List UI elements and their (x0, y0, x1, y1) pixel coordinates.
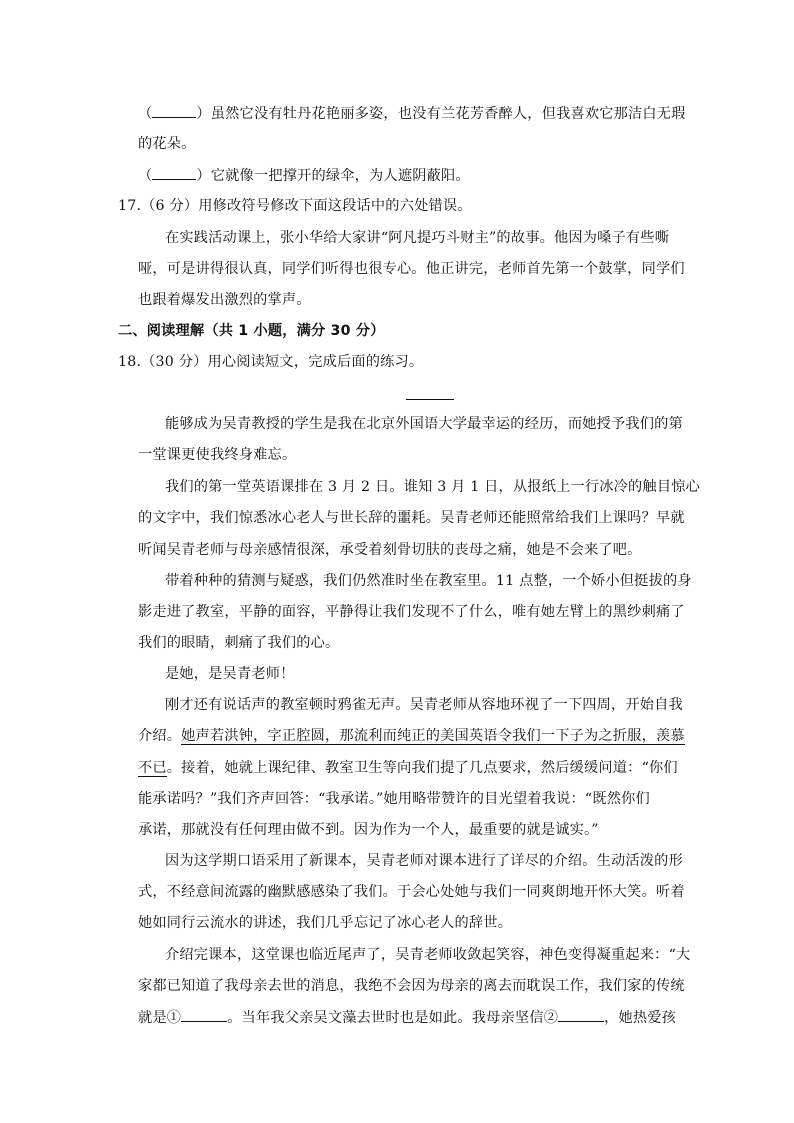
passage-line: 刚才还有说话声的教室顿时鸦雀无声。吴青老师从容地环视了一下四周，开始自我 (165, 697, 683, 713)
passage-line: 家都已知道了我母亲去世的消息，我绝不会因为母亲的离去而耽误工作，我们家的传统 (138, 978, 685, 994)
q16-line-1-cont: 的花朵。 (138, 136, 196, 152)
passage-line: 的文字中，我们惊悉冰心老人与世长辞的噩耗。吴青老师还能照常给我们上课吗？早就 (138, 510, 685, 526)
answer-blank[interactable] (152, 103, 196, 118)
passage-line: 承诺，那就没有任何理由做不到。因为作为一个人，最重要的就是诚实。” (138, 822, 599, 838)
underlined-sentence: 她声若洪钟，字正腔圆，那流利而纯正的美国英语令我们一下子为之折服，羡慕 (181, 728, 685, 744)
blank-marker-2: ② (543, 1010, 559, 1026)
q17-paragraph-line: 哑，可是讲得很认真，同学们听得也很专心。他正讲完，老师首先第一个鼓掌，同学们 (138, 261, 685, 277)
passage-line-with-blanks: 就是① 。当年我父亲吴文藻去世时也是如此。我母亲坚信② ，她热爱孩 (138, 1007, 676, 1028)
passage-line: 能够成为吴青教授的学生是我在北京外国语大学最幸运的经历，而她授予我们的第 (165, 416, 683, 432)
passage-line-underlined: 介绍。她声若洪钟，字正腔圆，那流利而纯正的美国英语令我们一下子为之折服，羡慕 (138, 728, 685, 744)
q16-line-1: （ ）虽然它没有牡丹花艳丽多姿，也没有兰花芳香醉人，但我喜欢它那洁白无瑕 (138, 103, 686, 124)
passage-line: 不已。接着，她就上课纪律、教室卫生等向我们提了几点要求，然后缓缓问道：“你们 (138, 760, 678, 776)
passage-line: 影走进了教室，平静的面容，平静得让我们发现不了什么，唯有她左臂上的黑纱刺痛了 (138, 604, 685, 620)
passage-line: 我们的第一堂英语课排在 3 月 2 日。谁知 3 月 1 日，从报纸上一行冰冷的触目惊心 (165, 479, 700, 495)
passage-line: 带着种种的猜测与疑惑，我们仍然准时坐在教室里。11 点整，一个娇小但挺拔的身 (165, 573, 692, 589)
passage-line: 我们的眼睛，刺痛了我们的心。 (138, 635, 340, 651)
passage-line: 一堂课更使我终身难忘。 (138, 447, 297, 463)
passage-line: 能承诺吗？”我们齐声回答：“我承诺。”她用略带赞许的目光望着我说：“既然你们 (138, 791, 650, 807)
section-title: 二、阅读理解（共 1 小题，满分 30 分） (118, 323, 385, 339)
passage-line: 听闻吴青老师与母亲感情很深，承受着刻骨切肤的丧母之痛，她是不会来了吧。 (138, 542, 642, 558)
q17-header: 17.（6 分）用修改符号修改下面这段话中的六处错误。 (118, 198, 472, 214)
answer-blank-1[interactable] (181, 1007, 227, 1022)
passage-title-blank[interactable] (406, 399, 454, 400)
passage-line: 因为这学期口语采用了新课本，吴青老师对课本进行了详尽的介绍。生动活泼的形 (165, 853, 683, 869)
q17-paragraph-line: 也跟着爆发出激烈的掌声。 (138, 292, 311, 308)
passage-line: 是她，是吴青老师！ (165, 666, 295, 682)
q16-line-2: （ ）它就像一把撑开的绿伞，为人遮阴蔽阳。 (138, 165, 470, 186)
blank-marker-1: ① (166, 1010, 182, 1026)
passage-line: 式，不经意间流露的幽默感感染了我们。于会心处她与我们一同爽朗地开怀大笑。听着 (138, 884, 685, 900)
answer-blank-2[interactable] (558, 1007, 604, 1022)
passage-line: 介绍完课本，这堂课也临近尾声了，吴青老师收敛起笑容，神色变得凝重起来：“大 (165, 947, 691, 963)
answer-blank[interactable] (152, 165, 196, 180)
q18-header: 18.（30 分）用心阅读短文，完成后面的练习。 (118, 354, 424, 370)
q17-paragraph-line: 在实践活动课上，张小华给大家讲“阿凡提巧斗财主”的故事。他因为嗓子有些嘶 (165, 230, 670, 246)
underlined-sentence-end: 不已 (138, 760, 167, 776)
passage-line: 她如同行云流水的讲述，我们几乎忘记了冰心老人的辞世。 (138, 915, 513, 931)
